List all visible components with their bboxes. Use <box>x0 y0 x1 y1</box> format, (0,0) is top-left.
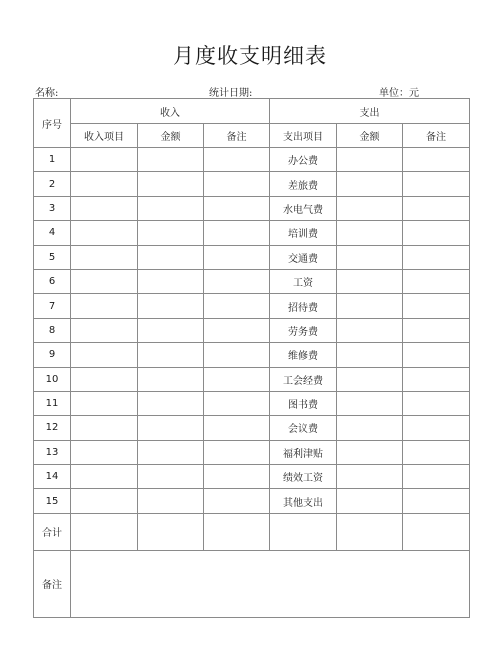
income-note-cell[interactable] <box>204 465 270 489</box>
income-item-cell[interactable] <box>71 465 138 489</box>
income-item-cell[interactable] <box>71 367 138 391</box>
unit-label: 单位：元 <box>379 88 419 99</box>
income-note-cell[interactable] <box>204 416 270 440</box>
income-note-cell[interactable] <box>204 391 270 415</box>
income-note-cell[interactable] <box>204 221 270 245</box>
expense-amount-cell[interactable] <box>337 416 403 440</box>
expense-amount-cell[interactable] <box>337 172 403 196</box>
seq-cell: 6 <box>34 269 71 293</box>
seq-cell: 15 <box>34 489 71 513</box>
table-row <box>34 465 470 489</box>
expense-note-cell[interactable] <box>403 318 470 342</box>
income-item-cell[interactable] <box>71 221 138 245</box>
income-note-cell[interactable] <box>204 367 270 391</box>
seq-cell: 2 <box>34 172 71 196</box>
expense-item-cell: 工会经费 <box>270 367 337 391</box>
expense-note-cell[interactable] <box>403 367 470 391</box>
expense-amount-cell[interactable] <box>337 391 403 415</box>
expense-note-cell[interactable] <box>403 245 470 269</box>
total-label: 合计 <box>34 513 71 550</box>
table-row <box>34 367 470 391</box>
income-item-cell[interactable] <box>71 196 138 220</box>
income-amount-cell[interactable] <box>138 367 204 391</box>
income-amount-cell[interactable] <box>138 440 204 464</box>
seq-cell: 11 <box>34 391 71 415</box>
expense-amount-cell[interactable] <box>337 269 403 293</box>
income-item-cell[interactable] <box>71 416 138 440</box>
expense-amount-cell[interactable] <box>337 196 403 220</box>
remark-cell[interactable] <box>71 550 470 617</box>
income-item-cell[interactable] <box>71 391 138 415</box>
expense-item-cell: 培训费 <box>270 221 337 245</box>
income-note-cell[interactable] <box>204 440 270 464</box>
table-row <box>34 416 470 440</box>
expense-note-cell[interactable] <box>403 196 470 220</box>
income-amount-cell[interactable] <box>138 221 204 245</box>
income-item-cell[interactable] <box>71 269 138 293</box>
seq-cell: 12 <box>34 416 71 440</box>
total-cell[interactable] <box>138 513 204 550</box>
expense-amount-cell[interactable] <box>337 294 403 318</box>
expense-item-cell: 绩效工资 <box>270 465 337 489</box>
total-cell[interactable] <box>270 513 337 550</box>
expense-item-cell: 水电气费 <box>270 196 337 220</box>
expense-amount-cell[interactable] <box>337 245 403 269</box>
expense-amount-cell[interactable] <box>337 489 403 513</box>
income-amount-cell[interactable] <box>138 172 204 196</box>
income-amount-cell[interactable] <box>138 416 204 440</box>
seq-cell: 10 <box>34 367 71 391</box>
table-row <box>34 269 470 293</box>
meta-row <box>33 84 469 98</box>
seq-cell: 1 <box>34 148 71 172</box>
seq-cell: 14 <box>34 465 71 489</box>
income-item-cell[interactable] <box>71 343 138 367</box>
expense-header: 支出 <box>270 99 470 124</box>
income-amount-cell[interactable] <box>138 343 204 367</box>
income-item-cell[interactable] <box>71 245 138 269</box>
table-row <box>34 489 470 513</box>
expense-item-cell: 办公费 <box>270 148 337 172</box>
income-amount-cell[interactable] <box>138 391 204 415</box>
income-amount-cell[interactable] <box>138 489 204 513</box>
name-label: 名称: <box>35 88 59 99</box>
income-note-cell[interactable] <box>204 318 270 342</box>
income-note-cell[interactable] <box>204 489 270 513</box>
total-cell[interactable] <box>337 513 403 550</box>
expense-amount-cell[interactable] <box>337 148 403 172</box>
expense-note-cell[interactable] <box>403 391 470 415</box>
expense-amount-cell[interactable] <box>337 318 403 342</box>
expense-note-cell[interactable] <box>403 294 470 318</box>
total-cell[interactable] <box>204 513 270 550</box>
income-note-cell[interactable] <box>204 294 270 318</box>
expense-item-cell: 福利津贴 <box>270 440 337 464</box>
remark-label: 备注 <box>34 550 71 617</box>
expense-amount-cell[interactable] <box>337 465 403 489</box>
income-item-cell[interactable] <box>71 440 138 464</box>
seq-cell: 13 <box>34 440 71 464</box>
page-title: 月度收支明细表 <box>173 44 327 68</box>
expense-amount-header: 金额 <box>337 124 403 148</box>
expense-note-cell[interactable] <box>403 269 470 293</box>
income-item-cell[interactable] <box>71 318 138 342</box>
income-amount-cell[interactable] <box>138 196 204 220</box>
expense-item-cell: 其他支出 <box>270 489 337 513</box>
income-amount-cell[interactable] <box>138 294 204 318</box>
expense-amount-cell[interactable] <box>337 367 403 391</box>
expense-item-cell: 差旅费 <box>270 172 337 196</box>
header-row-top <box>34 99 470 124</box>
table-row <box>34 343 470 367</box>
income-note-cell[interactable] <box>204 343 270 367</box>
income-amount-header: 金额 <box>138 124 204 148</box>
income-expense-table <box>33 98 470 618</box>
expense-amount-cell[interactable] <box>337 343 403 367</box>
income-header: 收入 <box>71 99 270 124</box>
table-row <box>34 172 470 196</box>
seq-cell: 4 <box>34 221 71 245</box>
income-note-cell[interactable] <box>204 148 270 172</box>
table-row <box>34 148 470 172</box>
expense-note-cell[interactable] <box>403 172 470 196</box>
table-row <box>34 440 470 464</box>
expense-note-cell[interactable] <box>403 416 470 440</box>
income-note-cell[interactable] <box>204 269 270 293</box>
income-item-cell[interactable] <box>71 172 138 196</box>
expense-item-cell: 维修费 <box>270 343 337 367</box>
table-row <box>34 294 470 318</box>
total-cell[interactable] <box>71 513 138 550</box>
expense-item-cell: 会议费 <box>270 416 337 440</box>
income-note-cell[interactable] <box>204 172 270 196</box>
income-amount-cell[interactable] <box>138 148 204 172</box>
expense-item-cell: 工资 <box>270 269 337 293</box>
seq-header: 序号 <box>34 99 71 148</box>
income-amount-cell[interactable] <box>138 245 204 269</box>
table-row <box>34 221 470 245</box>
income-note-cell[interactable] <box>204 245 270 269</box>
data-rows <box>34 148 470 514</box>
date-label: 统计日期: <box>209 88 253 99</box>
expense-note-cell[interactable] <box>403 440 470 464</box>
income-item-cell[interactable] <box>71 489 138 513</box>
expense-amount-cell[interactable] <box>337 440 403 464</box>
income-amount-cell[interactable] <box>138 465 204 489</box>
expense-item-cell: 交通费 <box>270 245 337 269</box>
income-note-cell[interactable] <box>204 196 270 220</box>
total-row <box>34 513 470 550</box>
expense-note-cell[interactable] <box>403 489 470 513</box>
expense-note-cell[interactable] <box>403 465 470 489</box>
table-row <box>34 245 470 269</box>
seq-cell: 3 <box>34 196 71 220</box>
table-row <box>34 196 470 220</box>
expense-amount-cell[interactable] <box>337 221 403 245</box>
table-row <box>34 318 470 342</box>
expense-note-cell[interactable] <box>403 343 470 367</box>
expense-note-cell[interactable] <box>403 221 470 245</box>
income-amount-cell[interactable] <box>138 318 204 342</box>
seq-cell: 8 <box>34 318 71 342</box>
seq-cell: 5 <box>34 245 71 269</box>
header-row-sub <box>34 124 470 148</box>
expense-note-cell[interactable] <box>403 148 470 172</box>
income-item-cell[interactable] <box>71 148 138 172</box>
income-item-cell[interactable] <box>71 294 138 318</box>
remark-row <box>34 550 470 617</box>
expense-item-header: 支出项目 <box>270 124 337 148</box>
expense-note-header: 备注 <box>403 124 470 148</box>
expense-item-cell: 招待费 <box>270 294 337 318</box>
seq-cell: 9 <box>34 343 71 367</box>
income-item-header: 收入项目 <box>71 124 138 148</box>
table-row <box>34 391 470 415</box>
total-cell[interactable] <box>403 513 470 550</box>
income-note-header: 备注 <box>204 124 270 148</box>
income-amount-cell[interactable] <box>138 269 204 293</box>
expense-item-cell: 图书费 <box>270 391 337 415</box>
seq-cell: 7 <box>34 294 71 318</box>
expense-item-cell: 劳务费 <box>270 318 337 342</box>
